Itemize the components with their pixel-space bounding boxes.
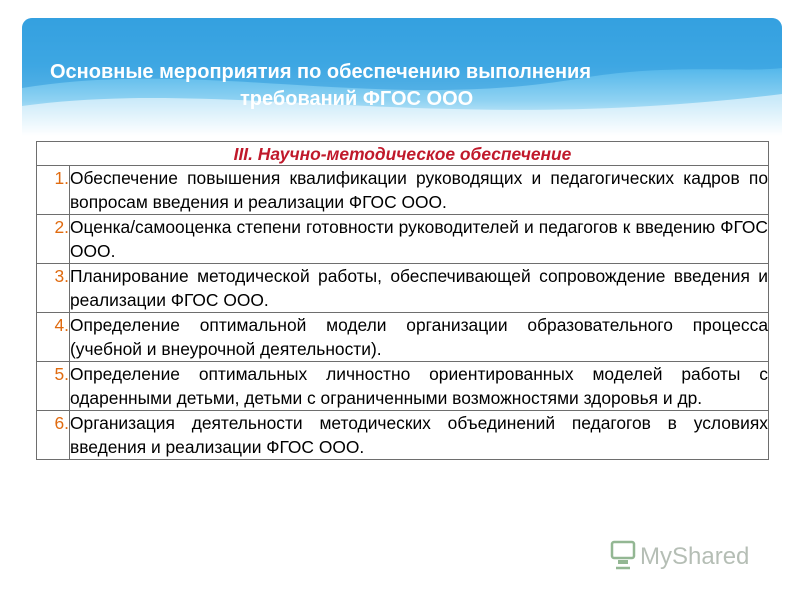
slide-header [22,18,782,136]
slide-title [50,32,770,136]
row-number: 2. [37,215,70,264]
table-row [37,215,769,264]
table-row [37,264,769,313]
table-row [37,166,769,215]
table-row [37,313,769,362]
row-number: 4. [37,313,70,362]
row-text: Определение оптимальных личностно ориентированных моделей работы с одаренными детьми, детьми с ограниченными возможностями здоровья и др. [70,362,769,411]
row-number: 3. [37,264,70,313]
row-text: Обеспечение повышения квалификации руководящих и педагогических кадров по вопросам введения и реализации ФГОС ООО. [70,166,769,215]
table-row [37,411,769,460]
measures-table [36,141,769,460]
row-text: Оценка/самооценка степени готовности руководителей и педагогов к введению ФГОС ООО. [70,215,769,264]
table-header-row [37,142,769,166]
myshared-watermark-logo [610,538,770,572]
table-row [37,362,769,411]
row-number: 6. [37,411,70,460]
section-header: III. Научно-методическое обеспечение [37,142,769,166]
row-text: Организация деятельности методических объединений педагогов в условиях введения и реализации ФГОС ООО. [70,411,769,460]
row-text: Определение оптимальной модели организации образовательного процесса (учебной и внеурочной деятельности). [70,313,769,362]
slide-title-line1: Основные мероприятия по обеспечению выполнения [50,61,592,83]
row-text: Планирование методической работы, обеспечивающей сопровождение введения и реализации ФГОС ООО. [70,264,769,313]
row-number: 1. [37,166,70,215]
slide-title-line2: требований ФГОС ООО [240,88,474,110]
row-number: 5. [37,362,70,411]
watermark-text: MyShared [640,543,750,570]
